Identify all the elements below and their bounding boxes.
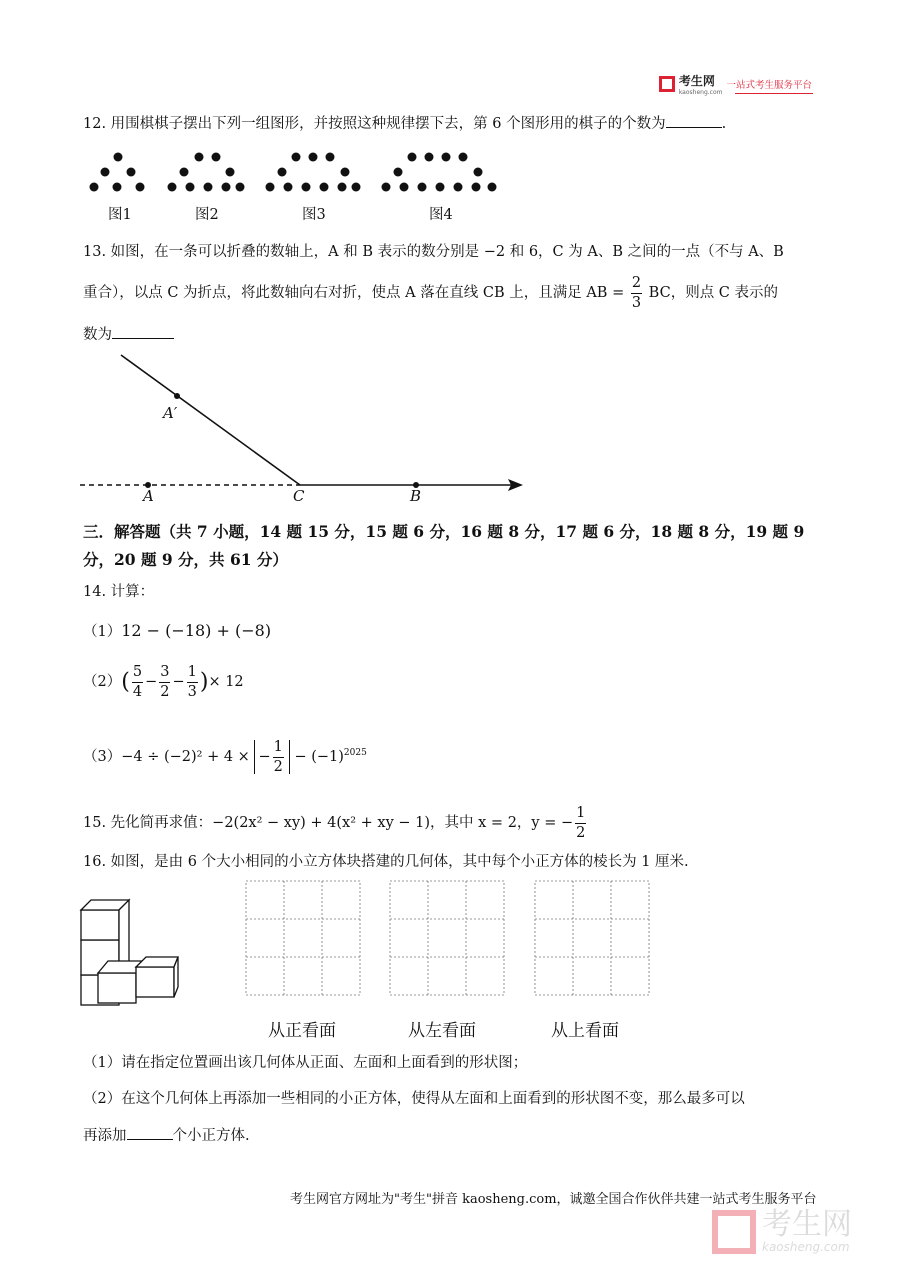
stone (278, 168, 287, 177)
q13-line3-text: 数为 (83, 327, 112, 343)
frac-den: 2 (273, 758, 283, 775)
stone (459, 153, 468, 162)
label-c: C (293, 487, 305, 505)
frac-num: 5 (132, 665, 143, 683)
stone (326, 153, 335, 162)
stone (309, 153, 318, 162)
stone (90, 183, 99, 192)
paren-close: ) (199, 669, 209, 695)
fig-label-4: 图4 (429, 207, 453, 223)
q14-p1-label: （1） (83, 624, 122, 640)
q12-figures (80, 145, 520, 200)
stone (284, 183, 293, 192)
stone (442, 153, 451, 162)
stone (436, 183, 445, 192)
grid-front (245, 880, 365, 998)
stone (180, 168, 189, 177)
section3-title-1: 三．解答题（共 7 小题，14 题 15 分，15 题 6 分，16 题 8 分，17 题 6 分，18 题 8 分，19 题 9 (83, 522, 805, 541)
q13-line2-a: 重合），以点 C 为折点，将此数轴向右对折，使点 A 落在直线 CB 上，且满足 AB = (83, 285, 625, 301)
stone (113, 183, 122, 192)
q13-line3 (83, 323, 174, 344)
q16-blank (127, 1125, 173, 1140)
q12-text (83, 112, 726, 133)
q14-p3-exp: 2025 (343, 748, 367, 759)
stone (352, 183, 361, 192)
stone (472, 183, 481, 192)
q14-p3-b: − (−1) (294, 749, 344, 765)
q16-cube-figure (78, 895, 188, 1010)
fig-label-3: 图3 (302, 207, 326, 223)
fig-label-1: 图1 (108, 207, 132, 223)
stone (136, 183, 145, 192)
stone (204, 183, 213, 192)
stone (127, 168, 136, 177)
q13-fraction (631, 276, 642, 310)
q12-blank (666, 113, 722, 128)
view-label-top: 从上看面 (551, 1021, 619, 1041)
q14-p1-expr: 12 − (−18) + (−8) (121, 621, 272, 640)
label-b: B (410, 487, 422, 505)
watermark-sub: kaosheng.com (762, 1240, 850, 1254)
q13-line1: 13. 如图，在一条可以折叠的数轴上，A 和 B 表示的数分别是 −2 和 6，C 为 A、B 之间的一点（不与 A、B (83, 244, 784, 260)
footer-text: 考生网官方网址为"考生"拼音 kaosheng.com，诚邀全国合作伙伴共建一站式考生服务平台 (290, 1192, 817, 1207)
grid-top (534, 880, 654, 998)
stone (222, 183, 231, 192)
stone (302, 183, 311, 192)
stone (418, 183, 427, 192)
q16-sub2-a: （2）在这个几何体上再添加一些相同的小正方体，使得从左面和上面看到的形状图不变，那么最多可以 (83, 1091, 745, 1107)
stone (266, 183, 275, 192)
q14-p2-tail: × 12 (208, 674, 244, 690)
frac-num: 1 (187, 665, 198, 683)
q14-part3 (83, 740, 367, 774)
stone (186, 183, 195, 192)
section3-title-2: 分，20 题 9 分，共 61 分） (83, 550, 288, 569)
q13-frac-den: 3 (631, 294, 642, 311)
q13-frac-num: 2 (631, 276, 642, 294)
brand-slogan: 一站式考生服务平台 (726, 80, 812, 91)
brand-sub: kaosheng.com (678, 89, 723, 96)
stone (425, 153, 434, 162)
folded-ray (121, 355, 300, 485)
label-a-prime: A′ (163, 404, 178, 422)
watermark-text: 考生网 (762, 1207, 852, 1242)
stone (488, 183, 497, 192)
q13-number-line (78, 345, 538, 510)
frac-num: 1 (273, 740, 284, 758)
q15-text: 15. 先化简再求值：−2(2x² − xy) + 4(x² + xy − 1)，其中 x = 2，y = − (83, 815, 574, 831)
stone (394, 168, 403, 177)
q16-sub2-c-text: 个小正方体. (172, 1128, 250, 1144)
point-a-prime (174, 393, 180, 399)
watermark (712, 1207, 852, 1254)
stone (382, 183, 391, 192)
frac-den: 2 (576, 824, 586, 841)
frac (273, 740, 284, 774)
brand-name: 考生网 (678, 74, 715, 88)
q14-title: 14. 计算： (83, 584, 155, 600)
watermark-logo-icon (712, 1210, 756, 1254)
stone (168, 183, 177, 192)
stone (320, 183, 329, 192)
stone (338, 183, 347, 192)
stone (114, 153, 123, 162)
frac-den: 4 (132, 683, 143, 700)
view-label-left: 从左看面 (408, 1021, 476, 1041)
stone (195, 153, 204, 162)
frac (132, 665, 143, 699)
q16-sub2-b-text: 再添加 (83, 1128, 127, 1144)
q16-sub2-b (83, 1124, 250, 1145)
grid-left (389, 880, 509, 998)
paren-open: ( (121, 669, 130, 695)
q12-end: . (721, 116, 727, 132)
frac (159, 665, 170, 699)
stone (474, 168, 483, 177)
q13-blank (112, 324, 174, 339)
frac (187, 665, 198, 699)
label-a: A (143, 487, 154, 505)
q12-prompt: 12. 用围棋棋子摆出下列一组图形，并按照这种规律摆下去，第 6 个图形用的棋子的个数为 (83, 116, 666, 132)
brand-icon (659, 76, 675, 92)
view-label-front: 从正看面 (268, 1021, 336, 1041)
frac-den: 3 (187, 683, 197, 700)
frac-num: 3 (159, 665, 170, 683)
stone (212, 153, 221, 162)
stone (236, 183, 245, 192)
q14-part2: （2）( $\frac{5}{4}$ − $\frac{3}{2}$ − $\frac{1}{3}$ )× 12 (83, 664, 244, 700)
q15 (83, 806, 588, 840)
stone (454, 183, 463, 192)
fig-label-2: 图2 (195, 207, 219, 223)
q14-part1 (83, 620, 271, 641)
q16-sub1: （1）请在指定位置画出该几何体从正面、左面和上面看到的形状图； (83, 1055, 528, 1071)
abs-value: − $\frac{1}{2}$ (254, 740, 289, 774)
q13-line2-b: BC，则点 C 表示的 (648, 285, 779, 301)
stone (341, 168, 350, 177)
stone (101, 168, 110, 177)
q15-frac (575, 806, 586, 840)
stone (400, 183, 409, 192)
q16-text: 16. 如图，是由 6 个大小相同的小立方体块搭建的几何体，其中每个小正方体的棱长为 1 厘米. (83, 854, 689, 870)
stone (408, 153, 417, 162)
stone (292, 153, 301, 162)
frac-num: 1 (575, 806, 586, 824)
q13-line2 (83, 276, 778, 310)
frac-den: 2 (160, 683, 170, 700)
q14-p2-label: （2） (83, 674, 122, 690)
header-rule (735, 93, 813, 94)
stone (226, 168, 235, 177)
q14-p3-label: （3） (83, 749, 122, 765)
q14-p3-a: −4 ÷ (−2)² + 4 × (121, 749, 250, 765)
